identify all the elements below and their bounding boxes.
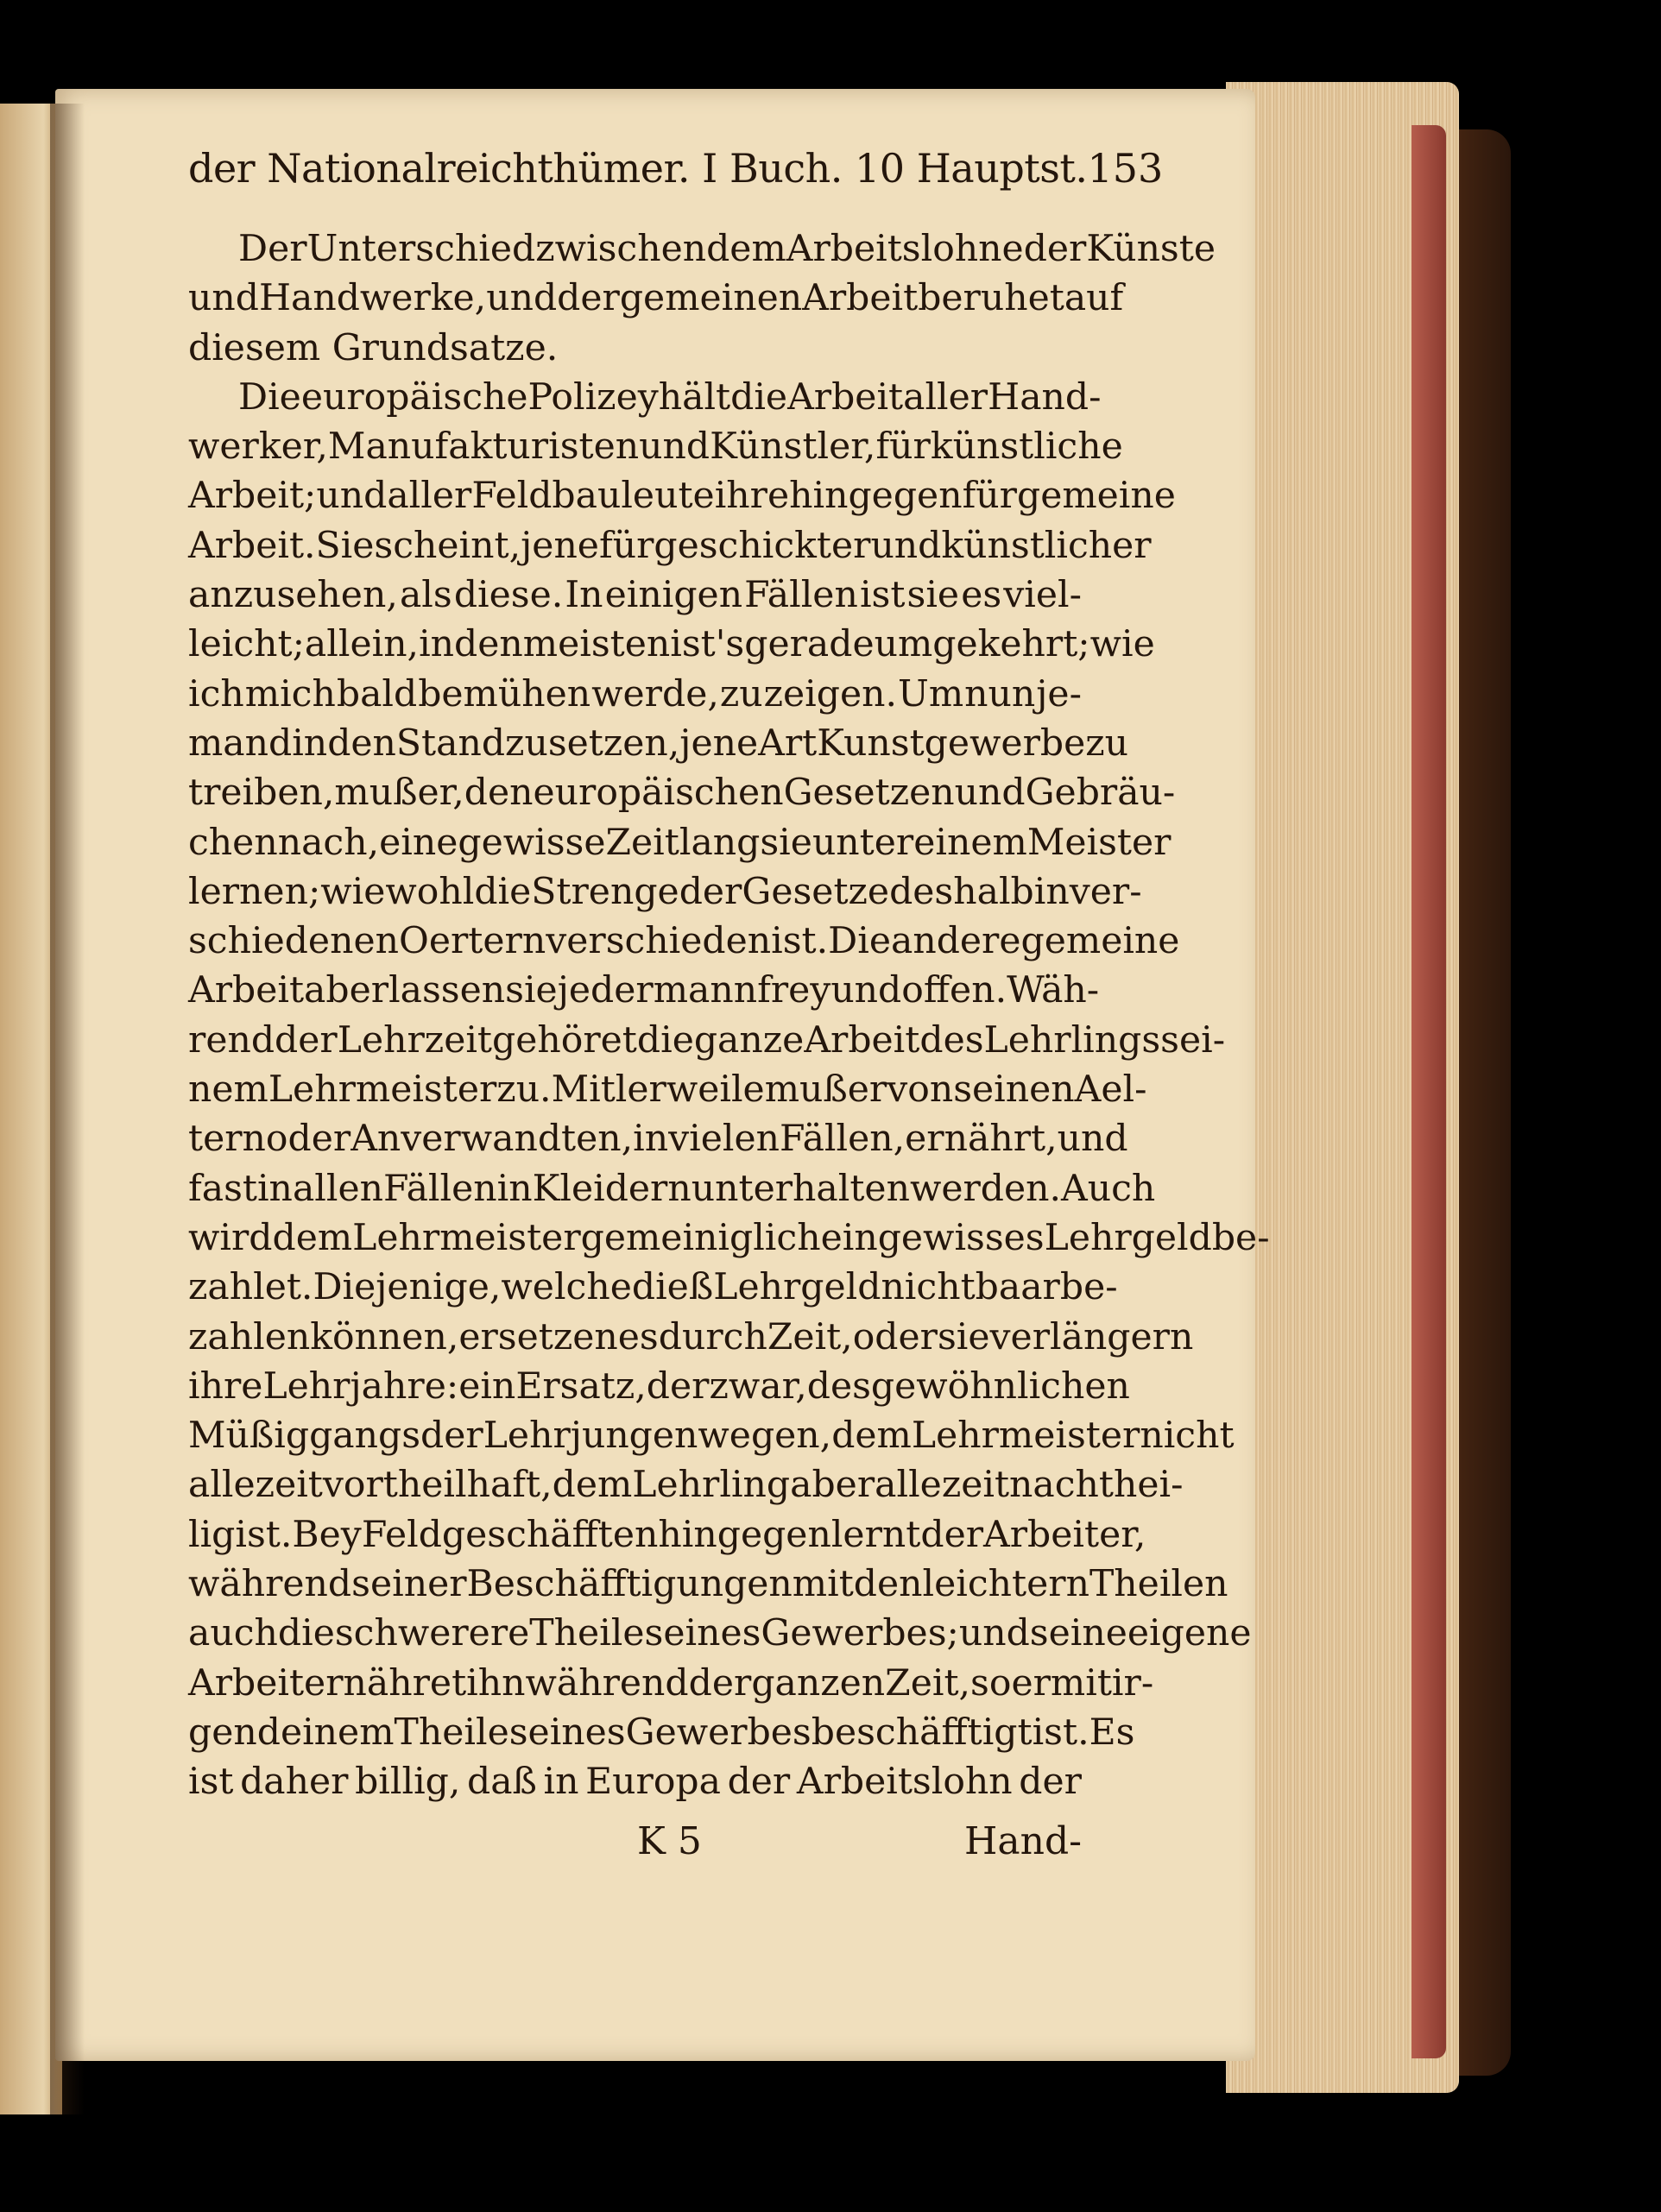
- text-line: nem Lehrmeister zu. Mitlerweile muß er von seinen Ael-: [188, 1068, 1147, 1112]
- red-page-edge: [1412, 125, 1446, 2058]
- text-line: ich mich bald bemühen werde, zu zeigen. Um nun je-: [188, 672, 1082, 715]
- page-footer: [188, 1811, 1082, 1871]
- text-line: allezeit vortheilhaft, dem Lehrling aber allezeit nachthei-: [188, 1464, 1184, 1507]
- text-line: ist daher billig, daß in Europa der Arbeitslohn der: [188, 1761, 1082, 1804]
- signature-mark: K 5: [637, 1818, 702, 1863]
- running-header: [188, 145, 1164, 224]
- text-line: treiben, muß er, den europäischen Gesetzen und Gebräu-: [188, 772, 1176, 815]
- text-line: chen nach, eine gewisse Zeit lang sie unter einem Meister: [188, 821, 1172, 864]
- page-number: 153: [1087, 145, 1164, 192]
- text-line: lernen; wiewohl die Strenge der Gesetze deshalb in ver-: [188, 870, 1142, 913]
- page-text: [188, 145, 1270, 1871]
- spine-shadow: [50, 104, 85, 2114]
- text-line: lig ist. Bey Feldgeschäfften hingegen lernt der Arbeiter,: [188, 1513, 1146, 1556]
- text-line: rend der Lehrzeit gehöret die ganze Arbeit des Lehrlings sei-: [188, 1018, 1226, 1062]
- text-line: Müßiggangs der Lehrjungen wegen, dem Lehrmeister nicht: [188, 1415, 1235, 1458]
- text-line: während seiner Beschäfftigungen mit den leichtern Theilen: [188, 1563, 1228, 1606]
- text-line: werker, Manufakturisten und Künstler, für künstliche: [188, 425, 1123, 469]
- text-line: schiedenen Oertern verschieden ist. Die andere gemeine: [188, 920, 1180, 963]
- text-line: leicht; allein, in den meisten ist's gerade umgekehrt; wie: [188, 623, 1155, 666]
- text-line: Arbeit aber lassen sie jedermann frey und offen. Wäh-: [188, 969, 1100, 1012]
- text-line: zahlen können, ersetzen es durch Zeit, oder sie verlängern: [188, 1315, 1194, 1358]
- catchword: Hand-: [964, 1818, 1082, 1863]
- running-title: der Nationalreichthümer. I Buch. 10 Hauptst.: [188, 145, 1088, 192]
- text-line: Arbeit ernähret ihn während der ganzen Zeit, so er mit ir-: [188, 1661, 1154, 1705]
- text-line: zahlet. Diejenige, welche dieß Lehrgeld nicht baar be-: [188, 1266, 1118, 1309]
- text-line: Arbeit; und aller Feldbauleute ihre hingegen für gemeine: [188, 475, 1176, 518]
- text-line: ihre Lehrjahre: ein Ersatz, der zwar, des gewöhnlichen: [188, 1364, 1130, 1408]
- text-line: auch die schwerere Theile seines Gewerbes; und seine eigene: [188, 1612, 1252, 1655]
- text-line: tern oder Anverwandten, in vielen Fällen, ernährt, und: [188, 1118, 1128, 1161]
- text-line: und Handwerke, und der gemeinen Arbeit beruhet auf: [188, 277, 1124, 320]
- text-line: Die europäische Polizey hält die Arbeit aller Hand-: [238, 375, 1102, 419]
- text-line: Arbeit. Sie scheint, jene für geschickter und künstlicher: [188, 524, 1152, 567]
- text-line: wird dem Lehrmeister gemeiniglich ein gewisses Lehrgeld be-: [188, 1216, 1270, 1259]
- text-line: fast in allen Fällen in Kleidern unterhalten werden. Auch: [188, 1167, 1156, 1210]
- body-text: [188, 224, 1270, 1807]
- text-line: diesem Grundsatze.: [188, 326, 559, 369]
- text-line: gend einem Theile seines Gewerbes beschäfftigt ist. Es: [188, 1711, 1135, 1754]
- text-line: mand in den Stand zu setzen, jene Art Kunstgewerbe zu: [188, 722, 1129, 765]
- text-line: Der Unterschied zwischen dem Arbeitslohne der Künste: [238, 228, 1216, 270]
- text-line: anzusehen, als diese. In einigen Fällen ist sie es viel-: [188, 574, 1082, 617]
